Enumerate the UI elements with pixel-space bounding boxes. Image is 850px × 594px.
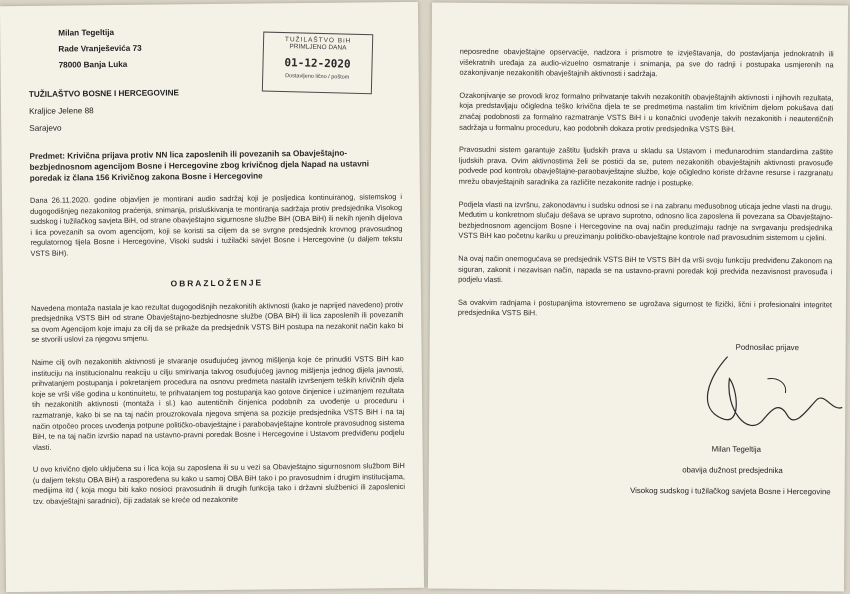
body-paragraph: Navedena montaža nastala je kao rezultat dugogodišnjih nezakonitih aktivnosti (kako je naprijed navedeno) protiv predsjednika VSTS BiH od strane Obavještajno-bezbjednosne službe (OBA BiH) ili lica zaposlenih ili povezanih sa ovom Agencijom koje imaju za cilj da se prikaže da predsjednik VSTS BiH postupa na nezakonit način kako bi se stvorili uslovi za njegovu smjenu. (31, 299, 404, 345)
body-paragraph: Pravosudni sistem garantuje zaštitu ljudskih prava u skladu sa Ustavom i međunarodnim standardima zaštite ljudskih prava. Ovim aktivnostima želi se postići da se, putem nezakonitih obavještajnih aktivnosti pravosuđe podvede pod kontrolu obavještajne-paraobavještajne službe, koje očigledno koriste državne resurse i razgranatu mrežu obavještajnih saradnika za različite nezakonite radnje i postupke. (458, 144, 834, 188)
signer-organization: Visokog sudskog i tužilačkog savjeta Bosne i Hercegovine (630, 485, 831, 497)
intro-paragraph: Dana 26.11.2020. godine objavljen je montirani audio sadržaj koji je posljedica kontinuiranog, sistemskog i dugogodišnjeg nezakonitog praćenja, snimanja, prisluškivanja te montiranja sadržaja protiv predsjednika Visokog sudskog i tužilačkog savjeta BiH, od strane obavještajno sigurnosne službe BiH (OBA BiH) ili nekih njenih dijelova i lica povezanih sa ovom agencijom, koji se koristi sa ciljem da se svrgne predsjednik krovnog pravosudnog regulatornog tijela Bosne i Hercegovine, Visoki sudski i tužilački savjet Bosne i Hercegovine (u daljem tekstu VSTS BiH). (29, 192, 403, 258)
body-paragraph: Podjela vlasti na izvršnu, zakonodavnu i sudsku odnosi se i na zabranu međusobnog uticaja jedne vlasti na drugu. Međutim u konkretnom slučaju dešava se upravo suprotno, odnosno lica zaposlena ili povezana sa Obavještajno-bezbjednosnom agencijom Bosne i Hercegovine na ovaj način preduzimaju radnje na svrgavanju predsjednika VSTS BiH kao početnu kariku u preuzimanju političko-obavještajne kontrole nad pravosudnim sistemom u cjelini. (458, 199, 833, 243)
signature-block (457, 333, 832, 506)
received-stamp (262, 32, 373, 95)
stamp-delivery: Dostavljeno lično / poštom (285, 73, 350, 81)
body-paragraph: Na ovaj način onemogućava se predsjednik VSTS BiH te VSTS BiH da vrši svoju funkciju predviđenu Zakonom na siguran, zakonit i nezavisan način, napada se na ustavno-pravni poredak koji predviđa nezavisnost pravosuđa i podjelu vlasti. (458, 253, 833, 285)
recipient-office: TUŽILAŠTVO BOSNE I HERCEGOVINE (28, 88, 180, 99)
subject-line: Predmet: Krivična prijava protiv NN lica zaposlenih ili povezanih sa Obavještajno-bezbjednosnom agencijom Bosne i Hercegovine zbog krivičnog djela Napad na ustavni poredak iz člana 156 Krivičnog zakona Bosne i Hercegovine (29, 148, 370, 183)
handwritten-signature (667, 348, 848, 449)
sender-street: Rade Vranješevića 73 (58, 43, 142, 54)
body-paragraph: Sa ovakvim radnjama i postupanjima istovremeno se ugrožava sigurnost te fizički, lični i profesionalni integritet predsjednika VSTS BiH. (457, 297, 832, 318)
body-paragraph: U ovo krivično djelo uključena su i lica koja su zaposlena ili su u vezi sa Obavještajno sigurnosnom službom BiH (u daljem tekstu OBA BiH) a raspoređena su kako u samoj OBA BiH tako i po pravosudnim i drugim institucijama, medijima itd ( koja mogu biti kako nosioci pravosudnih ili drugih funkcija tako i državni službenici ili zaposlenici tzv. obavještajni saradnici), čiji zadatak se kreće od nezakonite (32, 461, 406, 506)
stamp-date: 01-12-2020 (284, 56, 351, 71)
sender-name: Milan Tegeltija (58, 28, 115, 38)
recipient-city: Sarajevo (29, 123, 62, 133)
document-page-left (0, 2, 424, 592)
section-heading: OBRAZLOŽENJE (170, 277, 264, 288)
body-paragraph: Naime cilj ovih nezakonitih aktivnosti je stvaranje osuđujućeg javnog mišljenja koje će prinuditi VSTS BiH kao instituciju na institucionalnu reakciju u cilju smirivanja takvog osuđujućeg javnog mišljenja jednog dijela javnosti, prihvatanjem postupanja i pokretanjem procedura na osnovu predmeta nastalih izvršenjem teških krivičnih djela koje se vrši više godina u kontinuitetu, te prihvatanjem tog postupanja kao gotove činjenice i uzimanjem rezultata tih nezakonitih aktivnosti (montaža i sl.) kao autentičnih činjenica podobnih za uvođenje u proceduru i razmatranje, kako bi se na taj način prouzrokovala njegova smjena sa pozicije predsjednika VSTS BiH i na taj način otpočeo proces uvođenja potpune političko-obavještajne i parabobavještajne kontrole pravosudnog sistema BiH, te na taj način izvršio napad na ustavno-pravni poredak Bosne i Hercegovine i Ustavom predviđenu podjelu vlasti. (31, 353, 405, 452)
signer-role: obavija dužnost predsjednika (682, 465, 783, 475)
document-page-right (428, 3, 848, 592)
signer-name: Milan Tegeltija (711, 444, 761, 454)
body-paragraph: Ozakonjivanje se provodi kroz formalno prihvatanje takvih nezakonitih obavještajnih aktivnosti i njihovih rezultata, koja predstavljaju očigledna teško krivična djela te se predmetima nastalim tim krivičnim djelom pokušava dati značaj podobnosti za formalno razmatranje VSTS BiH i u konačnici uvođenje takvih nezakonitih i neautentičnih sadržaja u formalnu proceduru, kao podobnih dokaza protiv predsjednika VSTS BiH. (459, 90, 834, 134)
submitter-label: Podnosilac prijave (735, 342, 799, 352)
stamp-office: TUŽILAŠTVO BiH (284, 36, 352, 45)
sender-city: 78000 Banja Luka (58, 59, 128, 70)
recipient-street: Kraljice Jelene 88 (28, 106, 94, 116)
body-paragraph: neposredne obavještajne opservacije, nadzora i prismotre te izvještavanja, do postavljanja jednokratnih ili višekratnih uređaja za audio-vizuelno osmatranje i snimanja, pa sve do radnji i postupaka usmjerenih na ozakonjivanje nezakonitih obavještajnih aktivnosti i sadržaja. (459, 46, 834, 79)
stamp-received-label: PRIMLJENO DANA (289, 43, 347, 52)
